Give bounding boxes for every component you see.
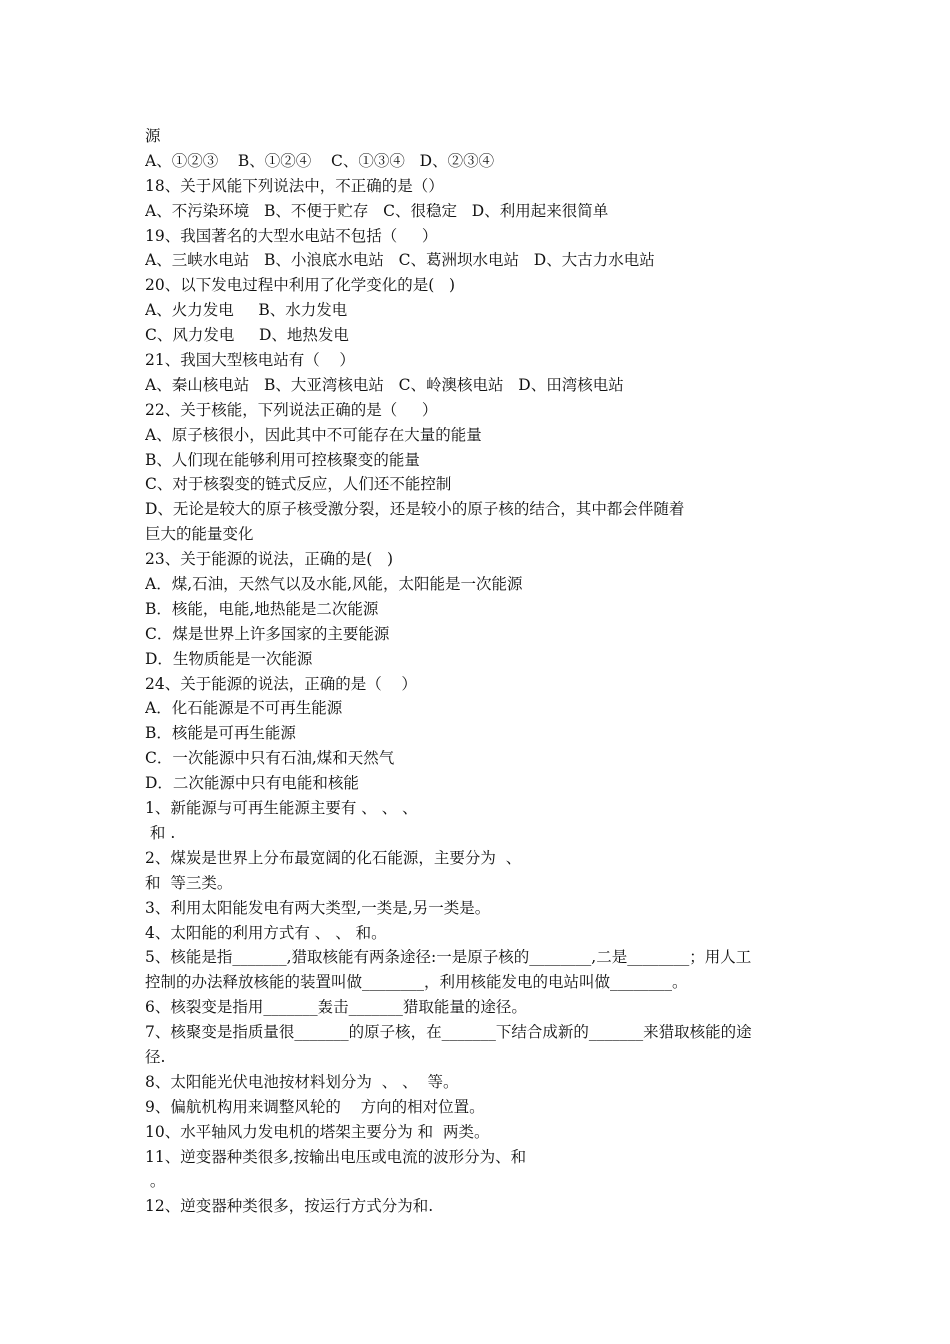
text-line: 1、新能源与可再生能源主要有 、 、 、 bbox=[145, 799, 418, 818]
text-line: 24、关于能源的说法，正确的是（ ） bbox=[145, 674, 417, 693]
text-line: 10、水平轴风力发电机的塔架主要分为 和 两类。 bbox=[145, 1122, 490, 1141]
text-line: 8、太阳能光伏电池按材料划分为 、 、 等。 bbox=[145, 1072, 459, 1091]
text-line: D、无论是较大的原子核受激分裂，还是较小的原子核的结合，其中都会伴随着 bbox=[145, 500, 685, 519]
text-line: 23、关于能源的说法，正确的是( ) bbox=[145, 550, 394, 569]
text-line: A．化石能源是不可再生能源 bbox=[145, 699, 343, 718]
text-line: 19、我国著名的大型水电站不包括（ ） bbox=[145, 226, 438, 245]
text-line: B．核能，电能,地热能是二次能源 bbox=[145, 599, 379, 618]
text-line: 5、核能是指_______,猎取核能有两条途径:一是原子核的________,二是________；用人工 bbox=[145, 948, 752, 967]
document-page bbox=[145, 124, 825, 1219]
text-line: 18、关于风能下列说法中，不正确的是（） bbox=[145, 176, 444, 195]
text-line: 和 . bbox=[145, 823, 176, 842]
text-line: D．二次能源中只有电能和核能 bbox=[145, 774, 359, 793]
text-line: 4、太阳能的利用方式有 、 、 和。 bbox=[145, 923, 387, 942]
text-line: 12、逆变器种类很多，按运行方式分为和. bbox=[145, 1197, 434, 1216]
text-line: 22、关于核能，下列说法正确的是（ ） bbox=[145, 400, 438, 419]
text-line: A、原子核很小，因此其中不可能存在大量的能量 bbox=[145, 425, 482, 444]
text-line: 6、核裂变是指用_______轰击_______猎取能量的途径。 bbox=[145, 998, 527, 1017]
text-line: 20、以下发电过程中利用了化学变化的是( ) bbox=[145, 276, 456, 295]
text-line: 巨大的能量变化 bbox=[145, 525, 254, 544]
text-line: 21、我国大型核电站有（ ） bbox=[145, 351, 355, 370]
text-line: A、三峡水电站 B、小浪底水电站 C、葛洲坝水电站 D、大古力水电站 bbox=[145, 251, 655, 270]
text-line: A、不污染环境 B、不便于贮存 C、很稳定 D、利用起来很简单 bbox=[145, 201, 609, 220]
text-line: 11、逆变器种类很多,按输出电压或电流的波形分为、和 bbox=[145, 1147, 527, 1166]
text-line: A、火力发电 B、水力发电 bbox=[145, 301, 348, 320]
text-line: A、秦山核电站 B、大亚湾核电站 C、岭澳核电站 D、田湾核电站 bbox=[145, 375, 624, 394]
text-line: 3、利用太阳能发电有两大类型,一类是,另一类是。 bbox=[145, 898, 491, 917]
text-line: 9、偏航机构用来调整风轮的 方向的相对位置。 bbox=[145, 1097, 485, 1116]
text-line: B、人们现在能够利用可控核聚变的能量 bbox=[145, 450, 420, 469]
text-line: C．一次能源中只有石油,煤和天然气 bbox=[145, 749, 395, 768]
text-line: A．煤,石油，天然气以及水能,风能，太阳能是一次能源 bbox=[145, 575, 523, 594]
text-line: D．生物质能是一次能源 bbox=[145, 649, 313, 668]
text-line: 。 bbox=[145, 1172, 166, 1191]
text-line: 源 bbox=[145, 127, 161, 145]
text-line: 控制的办法释放核能的装置叫做________，利用核能发电的电站叫做________。 bbox=[145, 973, 688, 992]
text-line: C．煤是世界上许多国家的主要能源 bbox=[145, 624, 390, 643]
text-line: C、风力发电 D、地热发电 bbox=[145, 326, 349, 345]
text-line: C、对于核裂变的链式反应，人们还不能控制 bbox=[145, 475, 452, 494]
text-line: 2、煤炭是世界上分布最宽阔的化石能源，主要分为 、 bbox=[145, 848, 522, 867]
text-line: 7、核聚变是指质量很_______的原子核，在_______下结合成新的_______来猎取核能的途 bbox=[145, 1023, 752, 1042]
text-line: 和 等三类。 bbox=[145, 873, 233, 892]
text-line: A、①②③ B、①②④ C、①③④ D、②③④ bbox=[145, 151, 495, 170]
text-line: B．核能是可再生能源 bbox=[145, 724, 296, 743]
text-line: 径. bbox=[145, 1047, 166, 1066]
